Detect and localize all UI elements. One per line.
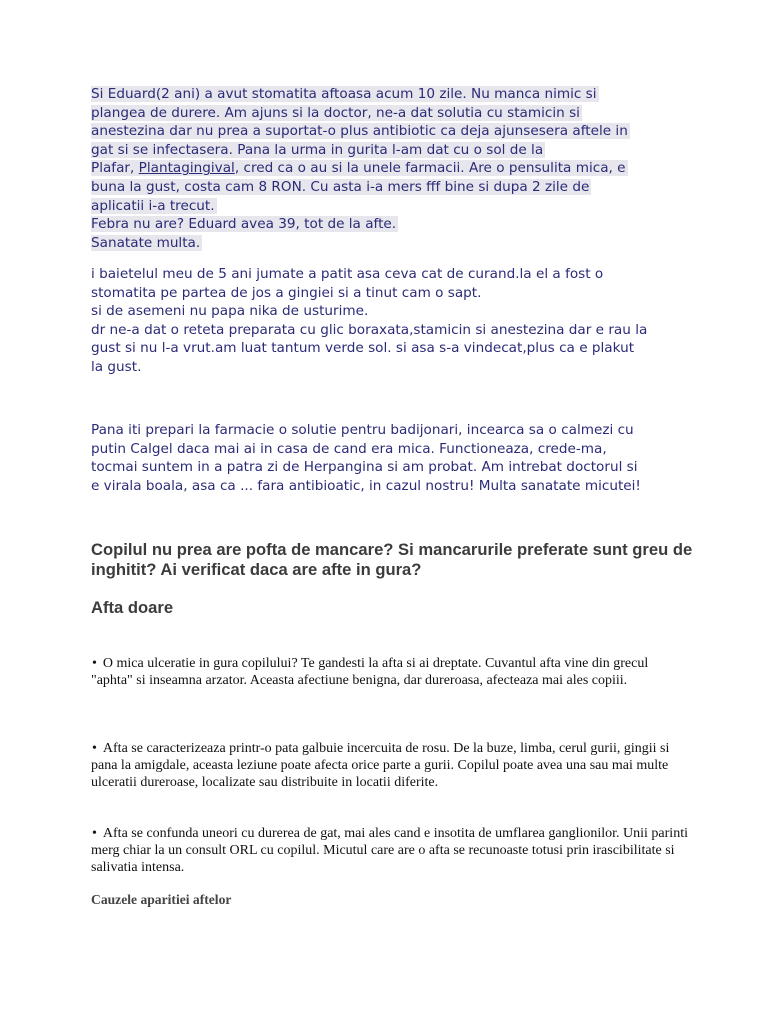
post-line: si de asemeni nu papa nika de usturime. [91, 303, 369, 320]
post-line: plangea de durere. Am ajuns si la doctor, ne-a dat solutia cu stamicin si [91, 104, 580, 121]
bullet-icon: • [92, 741, 97, 756]
article-subheading: Afta doare [91, 598, 174, 617]
post-line: anestezina dar nu prea a suportat-o plus antibiotic ca deja ajunsesera aftele in [91, 123, 628, 140]
section-title: Cauzele aparitiei aftelor [91, 892, 232, 907]
post-line: dr ne-a dat o reteta preparata cu glic boraxata,stamicin si anestezina dar e rau la [91, 321, 648, 338]
post-line: Pana iti prepari la farmacie o solutie pentru badijonari, incearca sa o calmezi cu [91, 422, 634, 438]
post-line: gat si se infectasera. Pana la urma in gurita l-am dat cu o sol de la [91, 141, 544, 158]
post-line: Si Eduard(2 ani) a avut stomatita aftoasa acum 10 zile. Nu manca nimic si [91, 86, 597, 102]
post-line: e virala boala, asa ca ... fara antibioatic, in cazul nostru! Multa sanatate micutei! [91, 477, 641, 494]
forum-post-calgel [91, 421, 691, 495]
post-line: tocmai suntem in a patra zi de Herpangina si am probat. Am intrebat doctorul si [91, 459, 638, 476]
bullet-item [91, 655, 691, 689]
post-line: la gust. [91, 358, 142, 375]
post-line: aplicatii i-a trecut. [91, 197, 215, 214]
plantagingival-link[interactable]: Plantagingival [138, 160, 235, 177]
article-headline: Copilul nu prea are pofta de mancare? Si mancarurile preferate sunt greu de inghitit? Ai verificat daca are afte in gura? [91, 540, 693, 579]
post-line: Febra nu are? Eduard avea 39, tot de la afte. [91, 216, 397, 233]
bullet-item [91, 740, 691, 791]
post-line: gust si nu l-a vrut.am luat tantum verde sol. si asa s-a vindecat,plus ca e plakut [91, 340, 635, 357]
bullet-icon: • [92, 656, 97, 671]
forum-post-eduard [91, 85, 691, 252]
bullet-icon: • [92, 826, 97, 841]
post-text: Plafar, [91, 160, 139, 177]
post-line: Sanatate multa. [91, 234, 201, 251]
post-line: putin Calgel daca mai ai in casa de cand era mica. Functioneaza, crede-ma, [91, 440, 607, 457]
bullet-item [91, 825, 691, 876]
post-text: , cred ca o au si la unele farmacii. Are o pensulita mica, e [234, 160, 626, 177]
bullet-text: O mica ulceratie in gura copilului? Te gandesti la afta si ai dreptate. Cuvantul afta vine din grecul "aphta" si inseamna arzator. Aceasta afectiune benigna, dar dureroasa, afecteaza mai ales copiii. [91, 656, 649, 688]
forum-post-baietel [91, 265, 691, 377]
bullet-text: Afta se confunda uneori cu durerea de gat, mai ales cand e insotita de umflarea ganglionilor. Unii parinti merg chiar la un consult ORL cu copilul. Micutul care are o afta se recunoaste totusi prin irascibilitate si salivatia intensa. [91, 826, 688, 875]
bullet-text: Afta se caracterizeaza printr-o pata galbuie incercuita de rosu. De la buze, limba, cerul gurii, gingii si pana la amigdale, aceasta leziune poate afecta orice parte a gurii. Copilul poate avea una sau mai multe ulceratii dureroase, localizate sau distribuite in locatii diferite. [91, 741, 670, 790]
post-line: stomatita pe partea de jos a gingiei si a tinut cam o sapt. [91, 284, 482, 301]
post-line: buna la gust, costa cam 8 RON. Cu asta i-a mers fff bine si dupa 2 zile de [91, 178, 590, 195]
post-line: i baietelul meu de 5 ani jumate a patit asa ceva cat de curand.la el a fost o [91, 266, 604, 282]
